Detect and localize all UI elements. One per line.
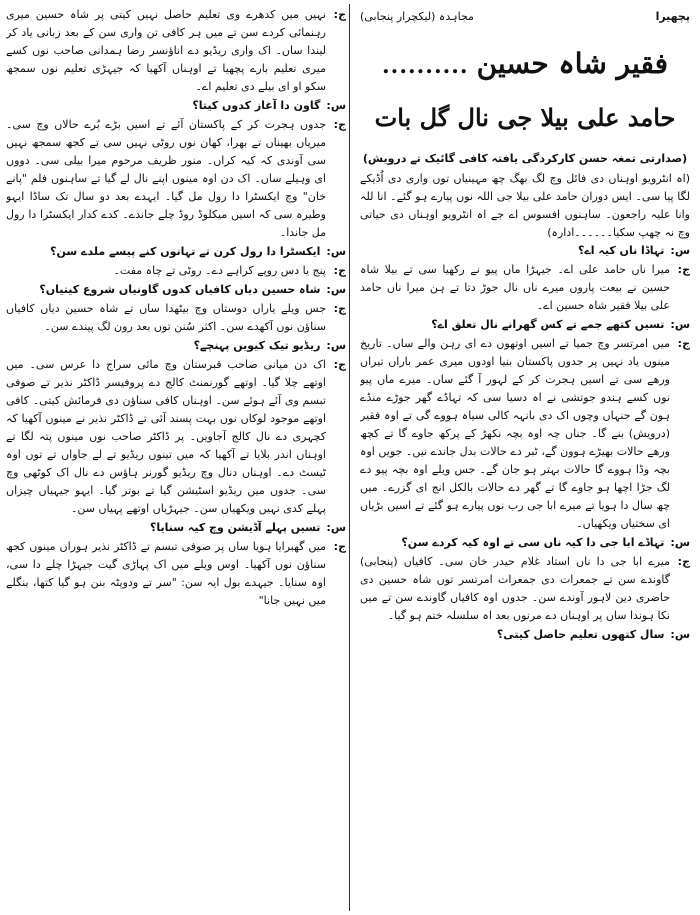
question-marker: س: <box>670 627 690 641</box>
question-paragraph <box>6 519 346 537</box>
column-divider <box>349 4 350 911</box>
answer-paragraph <box>360 261 690 315</box>
answer-paragraph <box>6 356 346 518</box>
answer-paragraph <box>6 116 346 242</box>
question-text: سال کتھوں تعلیم حاصل کیتی؟ <box>496 627 665 641</box>
qa-list-left <box>6 6 346 610</box>
answer-text: جس ویلے یاراں دوستاں وچ بیٹھدا ساں تے شاہ حسین دیاں کافیاں سناؤن نوں آکھدے سن۔ اکثر سُنن توں بعد رون لگ پیندے سن۔ <box>6 302 326 333</box>
question-text: تسیں پہلے آڈیشن وچ کیہ سنایا؟ <box>149 521 321 534</box>
article-subtitle: حامد علی بیلا جی نال گل بات <box>374 102 676 132</box>
answer-text: نہیں میں کدھرے وی تعلیم حاصل نہیں کیتی پر شاہ حسین میری رہنمائی کردے سن تے میں ہر کافی تن واری سن کے بعد زبانی یاد کر لیندا ساں۔ اک واری ریڈیو دے اناؤنسر رضا ہمدانی صاحب نوں کسے میری تعلیم بارے پچھیا تے اوہناں آکھیا کہ جیہڑی تعلیم نوں سمجھ سکو او ای بیلے دی تعلیم اے۔ <box>6 8 326 93</box>
question-text: تسیں کتھے جمے تے کس گھرانے نال تعلق اے؟ <box>431 317 665 331</box>
answer-text: میں امرتسر وچ جمیا تے اسیں اوتھوں دے ای رہن والے ساں۔ تاریخ مینوں یاد نہیں پر جدوں پاکستان بنیا اودوں میری عمر باراں تیراں ورھے سی تے اسیں ہجرت کر کے لہور آ گئے ساں۔ میرے ماں پیو نوں کسے ہندو جوتشی نے اہ دسیا سی کہ تہاڈے گھر جوڑے منڈے ہون گے جنہاں وچوں اک دی بانہہ کالی سیاہ ہووے گی تے اوہ فقیر (درویش) بنے گا۔ جناں چہ اوہ بچہ نکھڑ کے پرکھ جاوے گا تے کچھ ورھے حالات بھیڑے ہوون گے، ٹبر دے حالات بدل جاندے نیں۔ جویں اوہ بچہ وڈا ہووے گا حالات بہتر ہو جان گے۔ جس ویلے اوہ بچہ پیو دے لگ جڑا اچھا ہو جاوے گا تے گھر دے حالات بالکل انج ای گزرے۔ میں چھ سال دا ہویا تے میرے ابا جی رب نوں پیارے ہو گئے تے اسیں بڑیاں ای سختیاں ویکھیاں۔ <box>360 336 670 530</box>
answer-marker: ج: <box>677 262 690 276</box>
answer-text: میرے ابا جی دا ناں استاد غلام حیدر خان سی۔ کافیاں (پنجابی) گاوندے سن تے جمعرات دی جمعرات امرتسر توں شاہ حسین دی حاضری دین لاہور آوندے سن۔ جدوں اوہ کافیاں گاوندے سن تے میں نکا ہوندا ساں پر اوہناں دے مرنوں بعد اہ سلسلہ ختم ہو گیا۔ <box>360 554 670 622</box>
question-paragraph <box>360 534 690 552</box>
answer-text: پنج یا دس روپے کراہے دے۔ روٹی تے چاہ مفت۔ <box>113 264 326 277</box>
title-dots: .......... <box>382 52 469 79</box>
question-paragraph <box>6 337 346 355</box>
question-text: گاون دا آغاز کدوں کیتا؟ <box>192 99 321 112</box>
question-marker: س: <box>326 99 346 112</box>
dedication-line: (صدارتی تمغہ حسن کارکردگی یافتہ کافی گائیک تے درویش) <box>362 151 688 165</box>
intro-block <box>360 150 690 242</box>
question-paragraph <box>360 626 690 644</box>
author-line: مجاہدہ (لیکچرار پنجابی) <box>360 10 474 23</box>
question-paragraph <box>360 242 690 260</box>
answer-paragraph <box>6 6 346 96</box>
question-text: تہاڈا ناں کیہ اے؟ <box>577 243 665 257</box>
question-marker: س: <box>670 317 690 331</box>
question-paragraph <box>360 316 690 334</box>
page-header <box>360 6 690 26</box>
answer-paragraph <box>6 262 346 280</box>
answer-marker: ج: <box>333 264 346 277</box>
qa-list-right <box>360 242 690 644</box>
question-text: تہاڈے ابا جی دا کیہ ناں سی تے اوہ کیہ کردے سن؟ <box>401 535 665 549</box>
answer-marker: ج: <box>333 118 346 131</box>
answer-text: اک دن میانی صاحب قبرستان وچ مائی سراج دا عرس سی۔ میں اوتھے چلا گیا۔ اوتھے گورنمنٹ کالج دے پروفیسر ڈاکٹر نذیر تے صوفی تبسم وی آئے ہوئے سن۔ اوہناں کافی سناؤن دی فرمائش کیتی۔ کافی اوتھے موجود لوکاں نوں بہت پسند آئی تے ڈاکٹر نذیر نے مینوں آکھیا کہ کچہری دے نال کالج آجاویں۔ پر ڈاکٹر صاحب نوں مینوں پتہ لگا تے اوہناں اندر بلایا تے آکھیا کہ میں تینوں ریڈیو تے لے جاواں تے توں اوہ ٹیسٹ دے۔ اوہناں دنال وچ ریڈیو گورنر ہاؤس دے نال اک کوٹھی وچ سی۔ جدوں میں ریڈیو اسٹیشن گیا تے بوتر گیا۔ ایہو جیہیاں چیزاں پہلے کدی نہیں ویکھیاں سن۔ جیہڑیاں اوتھے پہیاں سن۔ <box>6 358 326 515</box>
answer-marker: ج: <box>333 358 346 371</box>
left-column <box>6 6 346 909</box>
question-marker: س: <box>670 535 690 549</box>
answer-marker: ج: <box>677 336 690 350</box>
question-marker: س: <box>670 243 690 257</box>
answer-marker: ج: <box>333 302 346 315</box>
title-text: فقیر شاہ حسین <box>476 47 668 80</box>
answer-text: میں گھبرایا ہویا ساں پر صوفی تبسم تے ڈاکٹر نذیر ہوراں مینوں کجھ سناؤن نوں آکھیا۔ اوس ویلے میں اک پہاڑی گیت جیہڑا چلے دا سی، اوہ سنایا۔ جیہدے بول ایہ سن: "سر تے ودوپٹہ بنن ہو گیا کتھا، بنگلے میں نہیں جانا" <box>6 540 326 607</box>
question-text: ایکسٹرا دا رول کرن تے تہانوں کنے پیسے ملدے سن؟ <box>50 245 321 258</box>
answer-marker: ج: <box>333 540 346 553</box>
right-column <box>360 6 690 909</box>
question-paragraph <box>6 281 346 299</box>
question-paragraph <box>6 243 346 261</box>
intro-text: (اہ انٹرویو اوہناں دی فائل وچ لگ بھگ چھ مہینیاں توں واری دی اُڈیکے لگا پیا سی۔ ایس دوران حامد علی بیلا جی اللہ نوں پیارے ہو گئے۔ انا للہ وانا علیہ راجعون۔ ساہنوں افسوس اے جے اہ انٹرویو اوہناں دی حیاتی وچ نہ چھپ سکیا۔۔۔۔۔۔ادارہ) <box>360 171 690 239</box>
answer-paragraph <box>6 300 346 336</box>
question-text: شاہ حسین دیاں کافیاں کدوں گاونیاں شروع کیتیاں؟ <box>39 283 321 296</box>
answer-paragraph <box>6 538 346 610</box>
answer-text: جدوں ہجرت کر کے پاکستان آئے تے اسیں بڑے بُرے حالاں وچ سی۔ میریاں بھیناں تے بھرا، کھان نوں روٹی نہیں سی تے کجھ سمجھ نہیں سی آوندی کہ کیہ کراں۔ منور ظریف مرحوم میرا بیلی سی۔ دووں ای وہیلے ساں۔ اک دن اوہ مینوں اپنے نال لے گیا تے ساہنوں فلم "پانے خان" وچ ایکسٹرا دا رول مل گیا۔ ایہدے بعد دو سال تک ساڈا ایہو وطیرہ سی کہ اسیں میکلوڈ روڈ چلے جاندے۔ کدے کدار ایکسٹرا دا رول مل جاندا۔ <box>6 118 326 239</box>
article-title <box>360 44 690 86</box>
answer-paragraph <box>360 553 690 625</box>
question-marker: س: <box>326 339 346 352</box>
question-marker: س: <box>326 245 346 258</box>
answer-text: میرا ناں حامد علی اے۔ جیہڑا ماں پیو نے رکھیا سی تے بیلا شاہ حسین نے بیعت پاروں میرے ناں نال جوڑ دتا تے ہن میرا ناں حامد علی بیلا فقیر شاہ حسین اے۔ <box>360 262 670 312</box>
answer-marker: ج: <box>333 8 346 21</box>
question-paragraph <box>6 97 346 115</box>
answer-marker: ج: <box>677 554 690 568</box>
question-text: ریڈیو تیک کیویں پہنچے؟ <box>193 339 321 352</box>
section-label: پچھیرا <box>655 10 690 23</box>
answer-paragraph <box>360 335 690 533</box>
question-marker: س: <box>326 283 346 296</box>
question-marker: س: <box>326 521 346 534</box>
